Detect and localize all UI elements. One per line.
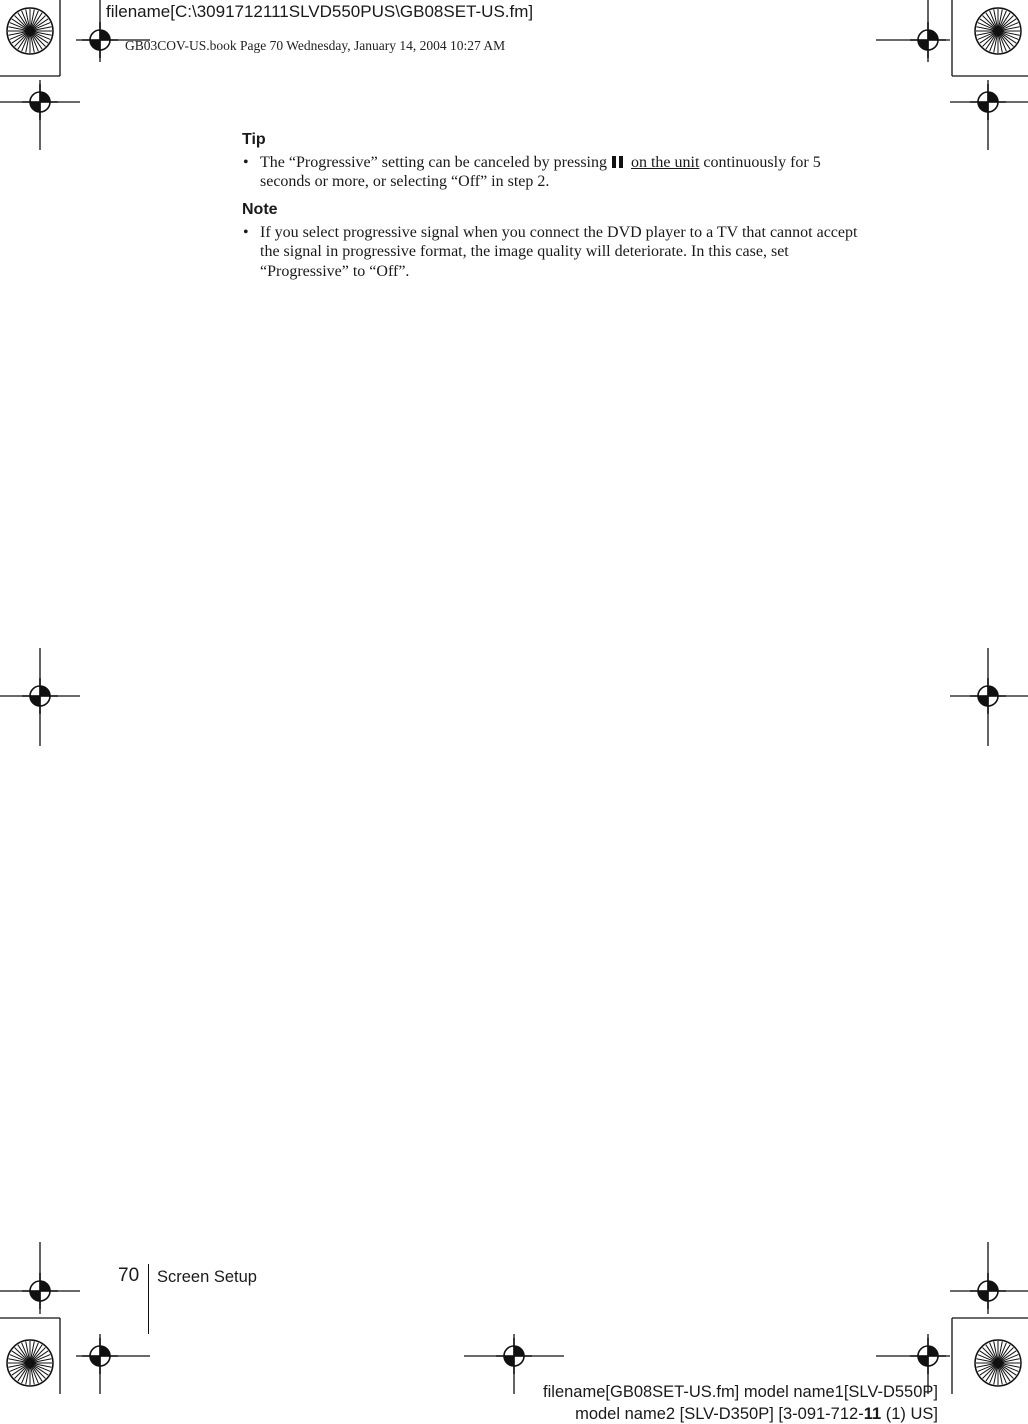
note-heading: Note xyxy=(242,201,278,218)
registration-mark-icon xyxy=(22,1273,58,1309)
footer-divider xyxy=(148,1264,149,1334)
registration-mark-icon xyxy=(22,678,58,714)
print-footer-model: model name2 [SLV-D350P] [3-091-712- xyxy=(575,1405,864,1423)
star-target-icon xyxy=(975,1340,1021,1386)
book-page-info: GB03COV-US.book Page 70 Wednesday, January 14, 2004 10:27 AM xyxy=(125,38,506,53)
tip-text: The “Progressive” setting can be canceled by pressing xyxy=(260,154,607,171)
registration-mark-icon xyxy=(82,22,118,58)
note-text: If you select progressive signal when you connect the DVD player to a TV that cannot accept xyxy=(260,224,858,241)
tip-bullet-line-2: seconds or more, or selecting “Off” in step 2. xyxy=(260,173,550,190)
print-filename: filename[C:\3091712111SLVD550PUS\GB08SET-US.fm] xyxy=(106,2,534,21)
registration-mark-icon xyxy=(970,84,1006,120)
registration-mark-icon xyxy=(910,1338,946,1374)
registration-mark-icon xyxy=(910,22,946,58)
note-bullet-line-1 xyxy=(243,223,858,243)
star-target-icon xyxy=(7,1340,53,1386)
print-footer-revision: 11 xyxy=(863,1405,882,1423)
registration-mark-icon xyxy=(970,1273,1006,1309)
star-target-icon xyxy=(7,8,53,54)
print-footer-line-2 xyxy=(575,1405,938,1424)
registration-mark-icon xyxy=(22,84,58,120)
pause-icon xyxy=(612,156,624,168)
print-footer-line-1: filename[GB08SET-US.fm] model name1[SLV-D550P] xyxy=(543,1383,938,1401)
note-bullet-line-3: “Progressive” to “Off”. xyxy=(260,263,410,280)
note-bullet-line-2: the signal in progressive format, the image quality will deteriorate. In this case, set xyxy=(260,243,789,260)
section-name: Screen Setup xyxy=(157,1268,257,1286)
page-number: 70 xyxy=(118,1265,140,1286)
tip-text-end: continuously for 5 xyxy=(703,154,821,171)
bullet-icon: • xyxy=(243,154,249,171)
registration-mark-icon xyxy=(82,1338,118,1374)
tip-bullet-line-1 xyxy=(243,153,821,173)
print-footer-region: (1) US] xyxy=(881,1405,938,1423)
on-the-unit-link: on the unit xyxy=(630,154,700,171)
bullet-icon: • xyxy=(243,224,249,241)
tip-heading: Tip xyxy=(242,131,266,148)
registration-mark-icon xyxy=(496,1338,532,1374)
registration-mark-icon xyxy=(970,678,1006,714)
star-target-icon xyxy=(975,8,1021,54)
